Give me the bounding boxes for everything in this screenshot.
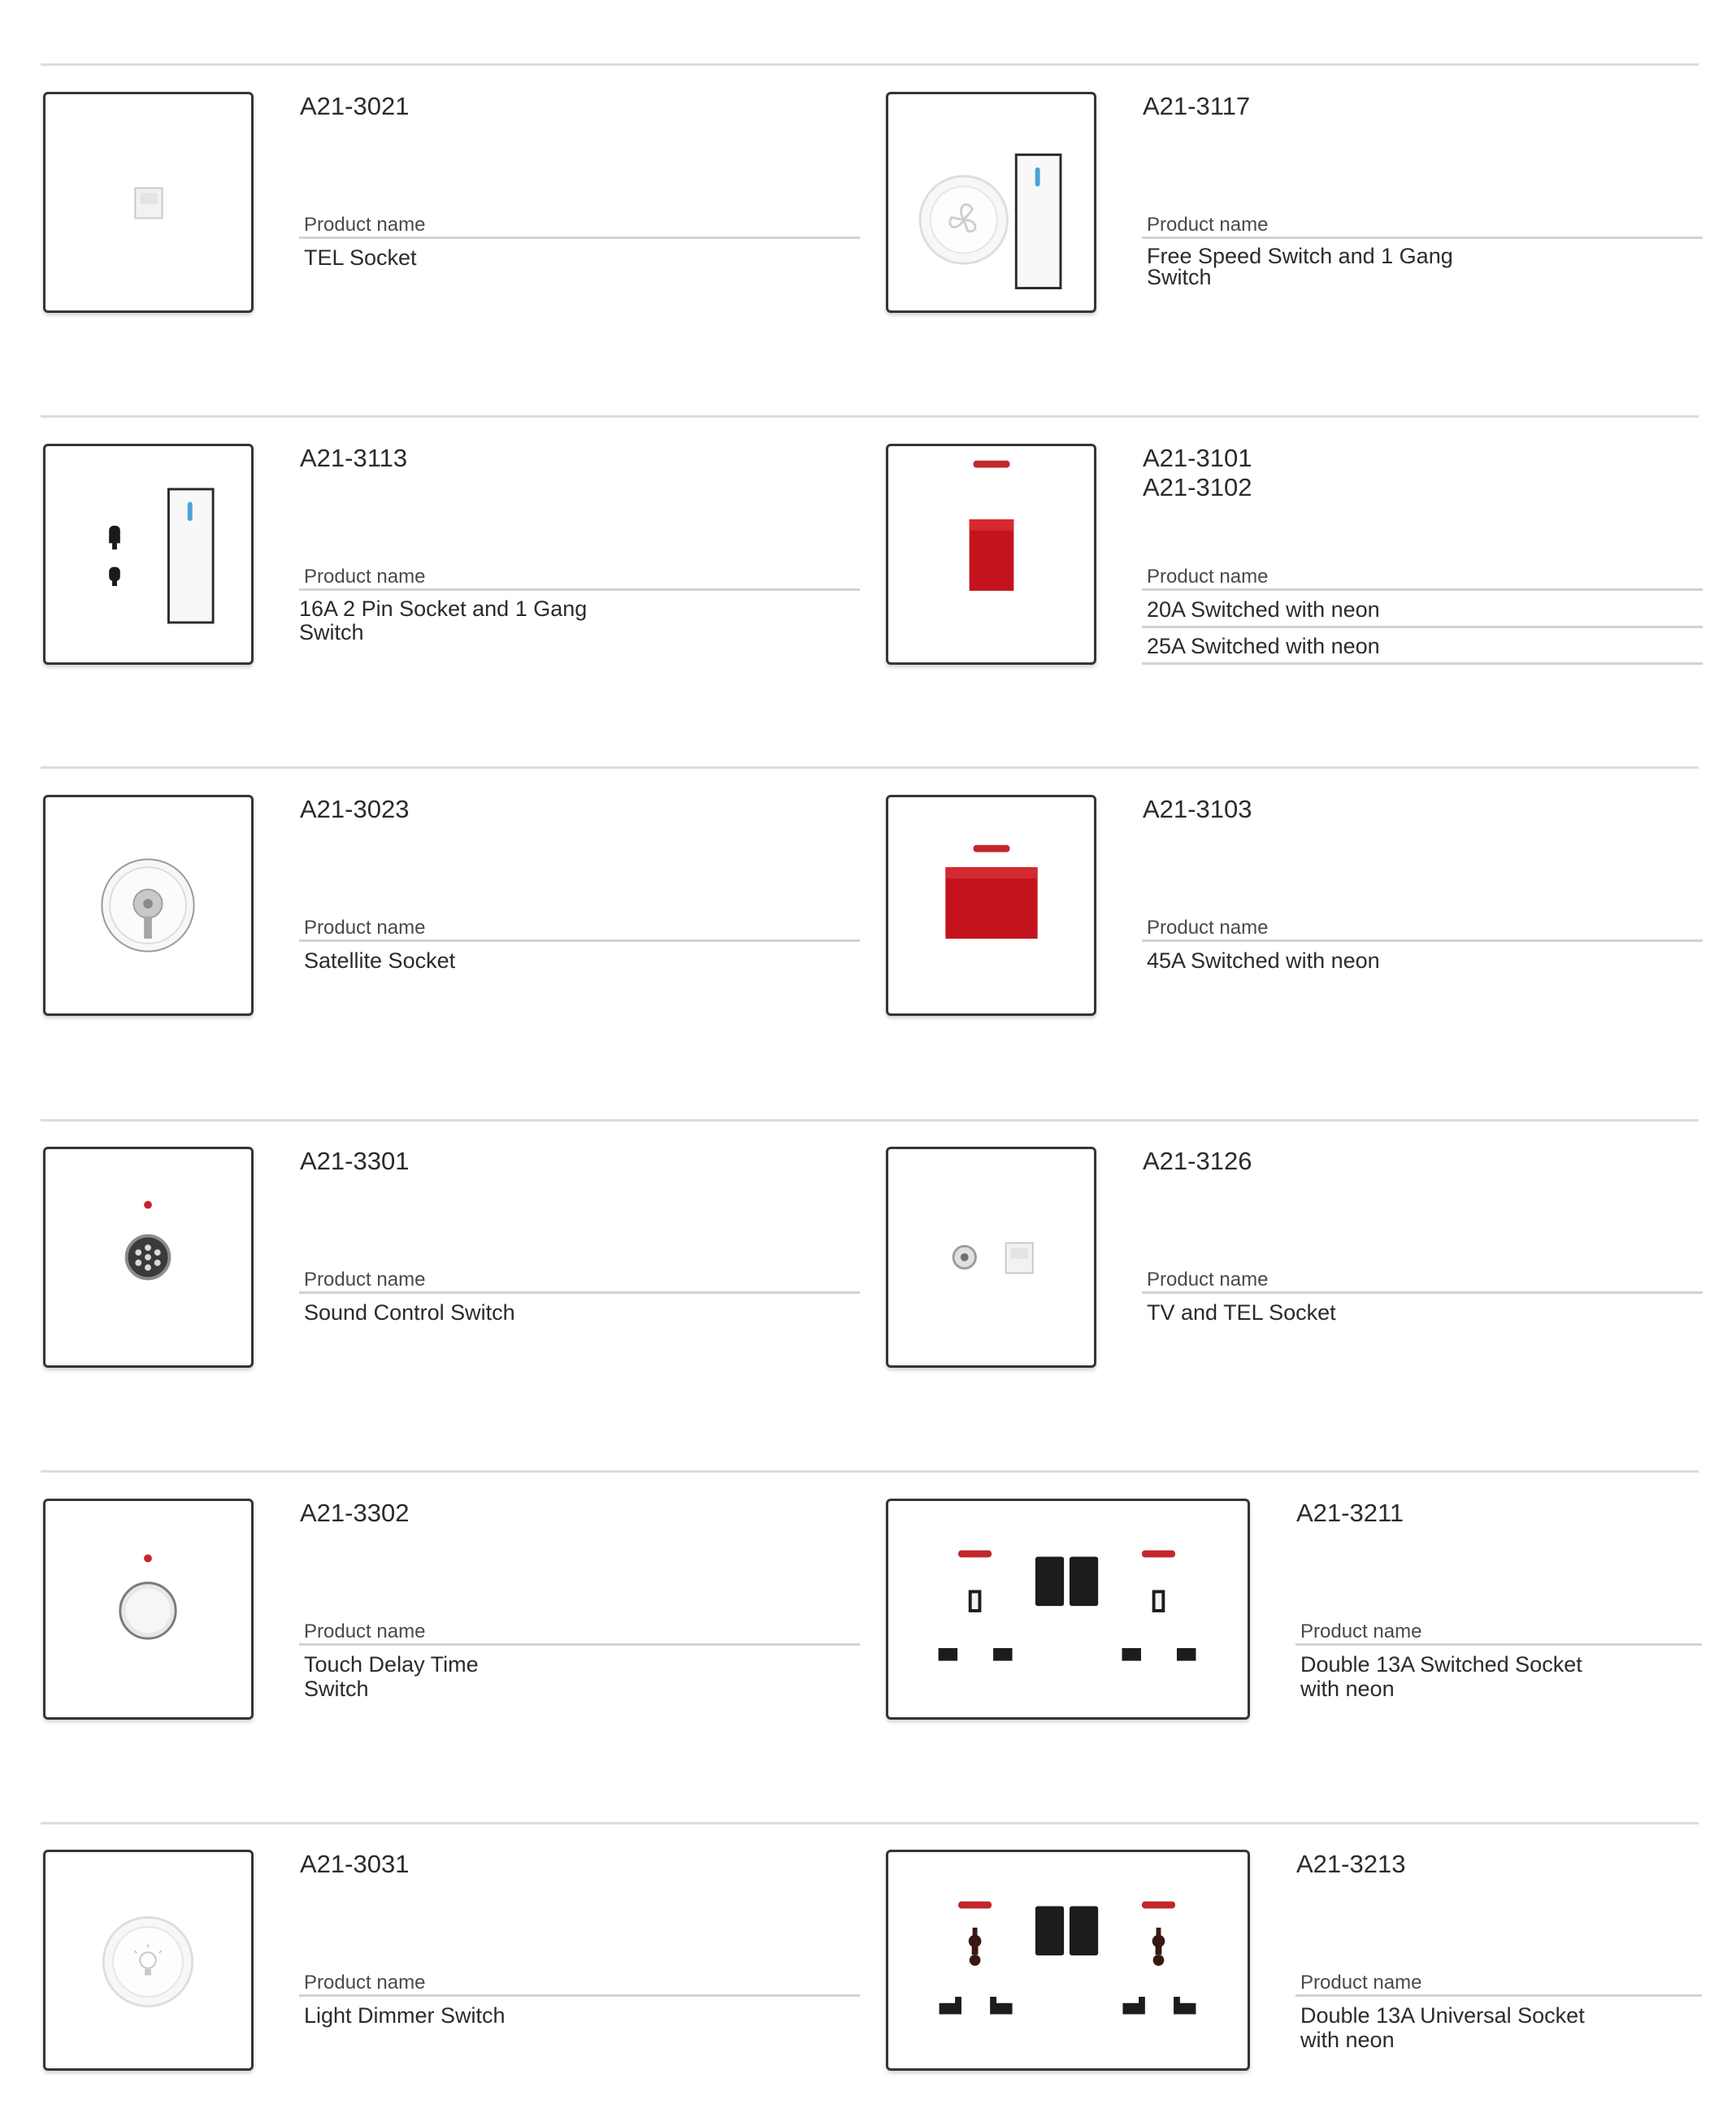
divider <box>1295 1994 1702 1997</box>
product-name-label: Product name <box>1147 214 1269 236</box>
product-code: A21-3031 <box>300 1850 410 1878</box>
dimmer-knob-icon <box>46 1852 251 2068</box>
divider <box>1142 626 1703 628</box>
product-name: 16A 2 Pin Socket and 1 Gang Switch <box>299 597 588 644</box>
product-code: A21-3301 <box>300 1147 410 1175</box>
product-name-label: Product name <box>304 917 426 939</box>
product-name: Free Speed Switch and 1 Gang Switch <box>1147 244 1453 289</box>
divider <box>299 939 860 942</box>
product-code: A21-3213 <box>1296 1850 1406 1878</box>
divider <box>299 1643 860 1646</box>
product-name-label: Product name <box>1147 566 1269 588</box>
product-name-label: Product name <box>1147 917 1269 939</box>
wide-red-rocker-switch-icon <box>888 797 1094 1013</box>
product-image <box>43 795 254 1016</box>
product-image <box>886 1850 1250 2071</box>
two-pin-socket-switch-icon <box>46 446 251 662</box>
product-image <box>43 92 254 313</box>
product-name: Double 13A Universal Socket with neon <box>1300 2003 1585 2052</box>
satellite-socket-icon <box>46 797 251 1013</box>
product-code: A21-3126 <box>1143 1147 1252 1175</box>
divider <box>299 1291 860 1294</box>
product-name-label: Product name <box>1147 1269 1269 1291</box>
divider <box>1142 662 1703 665</box>
product-image <box>886 1147 1096 1368</box>
product-code: A21-3113 <box>300 444 408 472</box>
tel-socket-icon <box>46 94 251 310</box>
divider <box>1295 1643 1702 1646</box>
product-code: A21-3117 <box>1143 92 1251 120</box>
product-code: A21-3021 <box>300 92 410 120</box>
product-name: TEL Socket <box>304 245 417 270</box>
product-name: 20A Switched with neon <box>1147 597 1380 622</box>
touch-button-icon <box>46 1501 251 1717</box>
double-13a-socket-icon <box>888 1501 1248 1717</box>
divider <box>299 1994 860 1997</box>
product-image <box>43 1147 254 1368</box>
product-name: Satellite Socket <box>304 948 456 973</box>
divider <box>1142 939 1703 942</box>
product-name: 25A Switched with neon <box>1147 634 1380 658</box>
row-divider <box>41 1470 1699 1473</box>
tv-tel-socket-icon <box>888 1149 1094 1365</box>
row-divider <box>41 1822 1699 1824</box>
divider <box>1142 1291 1703 1294</box>
row-divider <box>41 766 1699 769</box>
product-code: A21-3101 A21-3102 <box>1143 444 1252 501</box>
row-divider <box>41 63 1699 66</box>
product-code: A21-3211 <box>1296 1499 1404 1527</box>
product-name-label: Product name <box>1300 1621 1422 1642</box>
divider <box>299 588 860 591</box>
product-name-label: Product name <box>1300 1972 1422 1994</box>
product-name-label: Product name <box>304 214 426 236</box>
double-universal-socket-icon <box>888 1852 1248 2068</box>
divider <box>1142 588 1703 591</box>
product-code: A21-3023 <box>300 795 410 823</box>
product-code: A21-3103 <box>1143 795 1252 823</box>
divider <box>1142 236 1703 239</box>
row-divider <box>41 1119 1699 1122</box>
product-image <box>886 1499 1250 1720</box>
product-name-label: Product name <box>304 566 426 588</box>
product-name: 45A Switched with neon <box>1147 948 1380 973</box>
product-name-label: Product name <box>304 1621 426 1642</box>
product-name: Double 13A Switched Socket with neon <box>1300 1652 1582 1701</box>
red-rocker-switch-icon <box>888 446 1094 662</box>
product-code: A21-3302 <box>300 1499 410 1527</box>
product-image <box>43 444 254 665</box>
product-name-label: Product name <box>304 1269 426 1291</box>
product-image <box>886 795 1096 1016</box>
product-name: Sound Control Switch <box>304 1300 515 1325</box>
sound-sensor-icon <box>46 1149 251 1365</box>
divider <box>299 236 860 239</box>
product-name: TV and TEL Socket <box>1147 1300 1336 1325</box>
row-divider <box>41 415 1699 418</box>
product-image <box>43 1499 254 1720</box>
product-name: Touch Delay Time Switch <box>304 1652 479 1701</box>
product-image <box>886 92 1096 313</box>
product-name-label: Product name <box>304 1972 426 1994</box>
product-name: Light Dimmer Switch <box>304 2003 506 2028</box>
product-image <box>886 444 1096 665</box>
product-image <box>43 1850 254 2071</box>
fan-speed-switch-icon <box>888 94 1094 310</box>
